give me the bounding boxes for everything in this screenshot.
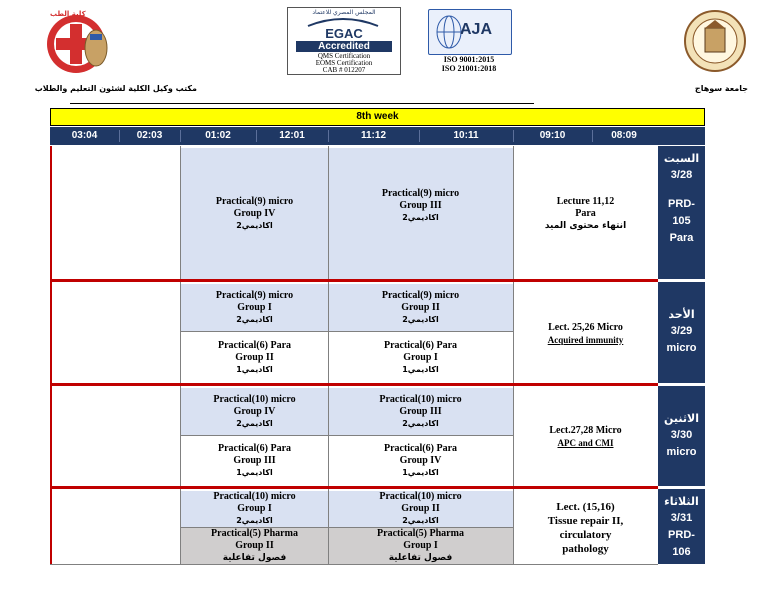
- cell-line: Practical(10) micro: [213, 393, 296, 405]
- cell-line: Practical(9) micro: [381, 289, 460, 301]
- week-label: 8th week: [50, 108, 705, 126]
- lecture-cell: [513, 148, 658, 279]
- practical-cell: [328, 436, 513, 486]
- cell-line: Group I: [237, 301, 272, 313]
- day-cell: [658, 282, 705, 383]
- cell-line: APC and CMI: [557, 438, 614, 448]
- cell-line: Group II: [401, 301, 440, 313]
- vice-dean-office: مكتب وكيل الكلية لشئون التعليم والطلاب: [34, 84, 197, 93]
- egac-certificate: [287, 7, 401, 75]
- practical-cell: [328, 284, 513, 331]
- cell-line: Practical(5) Pharma: [211, 528, 298, 539]
- cell-line: اكاديمي2: [236, 220, 273, 230]
- cell-line: Group III: [233, 455, 276, 466]
- cell-line: انتهاء محتوى الميد: [544, 220, 627, 231]
- cell-line: Group II: [235, 540, 274, 551]
- aja-certificate: [424, 7, 514, 73]
- cell-line: Para: [575, 207, 596, 219]
- egac-name: EGAC: [325, 26, 363, 41]
- day-date: 3/28: [670, 169, 693, 181]
- cell-line: Lect.27,28 Micro: [549, 425, 622, 436]
- practical-cell: [181, 284, 328, 331]
- cell-line: اكاديمي2: [236, 516, 273, 525]
- left-logo-text: كلية الطب: [50, 10, 86, 18]
- time-slot: 03:04: [71, 130, 98, 141]
- cell-line: فصول تفاعلية: [222, 553, 287, 563]
- practical-cell: [181, 388, 328, 435]
- egac-line1: QMS Certification: [317, 52, 371, 60]
- cell-line: Group IV: [399, 455, 442, 466]
- time-header-bar: [50, 127, 705, 145]
- practical-cell: [181, 148, 328, 279]
- time-slot: 12:01: [279, 130, 305, 141]
- cell-line: Practical(9) micro: [215, 195, 294, 207]
- cell-line: فصول تفاعلية: [388, 553, 453, 563]
- practical-cell: [328, 528, 513, 564]
- cell-line: Practical(10) micro: [379, 491, 462, 502]
- practical-cell: [328, 332, 513, 383]
- cell-line: Group IV: [233, 405, 276, 417]
- cell-line: اكاديمي2: [236, 314, 273, 324]
- cell-line: اكاديمي2: [402, 516, 439, 525]
- day-name: الثلاثاء: [664, 495, 699, 508]
- day-name: الاثنين: [664, 412, 699, 425]
- egac-accredited: Accredited: [296, 41, 392, 52]
- cell-line: Practical(9) micro: [381, 188, 460, 199]
- practical-cell: [181, 528, 328, 564]
- cell-line: pathology: [562, 542, 609, 555]
- cell-line: Group II: [401, 503, 440, 514]
- cell-line: اكاديمي2: [236, 418, 273, 428]
- cell-line: اكاديمي1: [402, 364, 439, 374]
- cell-line: اكاديمي1: [402, 468, 439, 477]
- cell-line: Group I: [403, 351, 438, 363]
- cell-line: Practical(6) Para: [217, 443, 292, 454]
- time-slot: 10:11: [453, 130, 479, 141]
- day-subject: Para: [669, 232, 694, 244]
- cell-line: Practical(10) micro: [213, 491, 296, 502]
- aja-iso2: ISO 21001:2018: [441, 64, 497, 73]
- cell-line: اكاديمي1: [236, 364, 273, 374]
- aja-name: AJA: [460, 21, 493, 38]
- time-slot: 11:12: [360, 130, 387, 141]
- university-logo: [683, 6, 747, 76]
- day-subject: micro: [666, 446, 697, 458]
- egac-line2: EOMS Certification: [315, 59, 373, 67]
- cell-line: Group III: [399, 200, 442, 211]
- day-cell: [658, 386, 705, 486]
- cell-line: Practical(10) micro: [379, 393, 462, 405]
- practical-cell: [181, 491, 328, 527]
- cell-line: Lect. (15,16): [556, 500, 615, 513]
- cell-line: اكاديمي2: [402, 314, 439, 324]
- lecture-cell: [513, 284, 658, 383]
- day-code: PRD-: [668, 529, 695, 541]
- practical-cell: [328, 388, 513, 435]
- faculty-logo: [40, 8, 122, 76]
- time-slot: 09:10: [539, 130, 566, 141]
- cell-line: Lect. 25,26 Micro: [548, 321, 623, 333]
- cell-line: Practical(9) micro: [215, 289, 294, 301]
- university-name: جامعة سوهاج: [694, 84, 748, 93]
- practical-cell: [328, 491, 513, 527]
- header-divider: [70, 103, 534, 104]
- cell-line: اكاديمي2: [402, 213, 439, 222]
- time-slot: 01:02: [205, 130, 231, 141]
- practical-cell: [181, 436, 328, 486]
- cell-line: Group I: [403, 540, 438, 551]
- practical-cell: [181, 332, 328, 383]
- lecture-cell: [513, 388, 658, 486]
- cell-line: Tissue repair II,: [547, 514, 624, 527]
- cell-line: Group I: [237, 503, 272, 514]
- cell-line: اكاديمي2: [402, 418, 439, 428]
- day-subject: micro: [666, 342, 697, 354]
- cell-line: Practical(6) Para: [217, 339, 292, 351]
- cell-line: اكاديمي1: [236, 468, 273, 477]
- day-cell: [658, 489, 705, 564]
- day-date: 3/30: [670, 429, 693, 441]
- cell-line: Group II: [235, 351, 274, 363]
- cell-line: Lecture 11,12: [556, 195, 615, 207]
- time-slot: 02:03: [136, 130, 163, 141]
- day-code: 105: [672, 215, 691, 227]
- cell-line: Practical(6) Para: [383, 339, 458, 351]
- day-code: 106: [672, 546, 691, 558]
- practical-cell: [328, 148, 513, 279]
- time-slot: 08:09: [611, 130, 637, 141]
- aja-iso1: ISO 9001:2015: [443, 55, 495, 64]
- cell-line: Practical(5) Pharma: [377, 528, 464, 539]
- cell-line: Practical(6) Para: [383, 443, 458, 454]
- day-date: 3/29: [670, 325, 693, 337]
- day-date: 3/31: [670, 512, 693, 524]
- cell-line: circulatory: [559, 528, 612, 541]
- day-name: الأحد: [668, 308, 695, 321]
- day-cell: [658, 146, 705, 279]
- lecture-cell: [513, 491, 658, 564]
- egac-top: المجلس المصري للاعتماد: [312, 9, 376, 16]
- day-code: PRD-: [668, 198, 695, 210]
- cell-line: Group III: [399, 405, 442, 417]
- cell-line: Acquired immunity: [547, 334, 624, 345]
- cell-line: Group IV: [233, 207, 276, 219]
- day-name: السبت: [663, 152, 700, 165]
- egac-line3: CAB # 012207: [322, 66, 366, 74]
